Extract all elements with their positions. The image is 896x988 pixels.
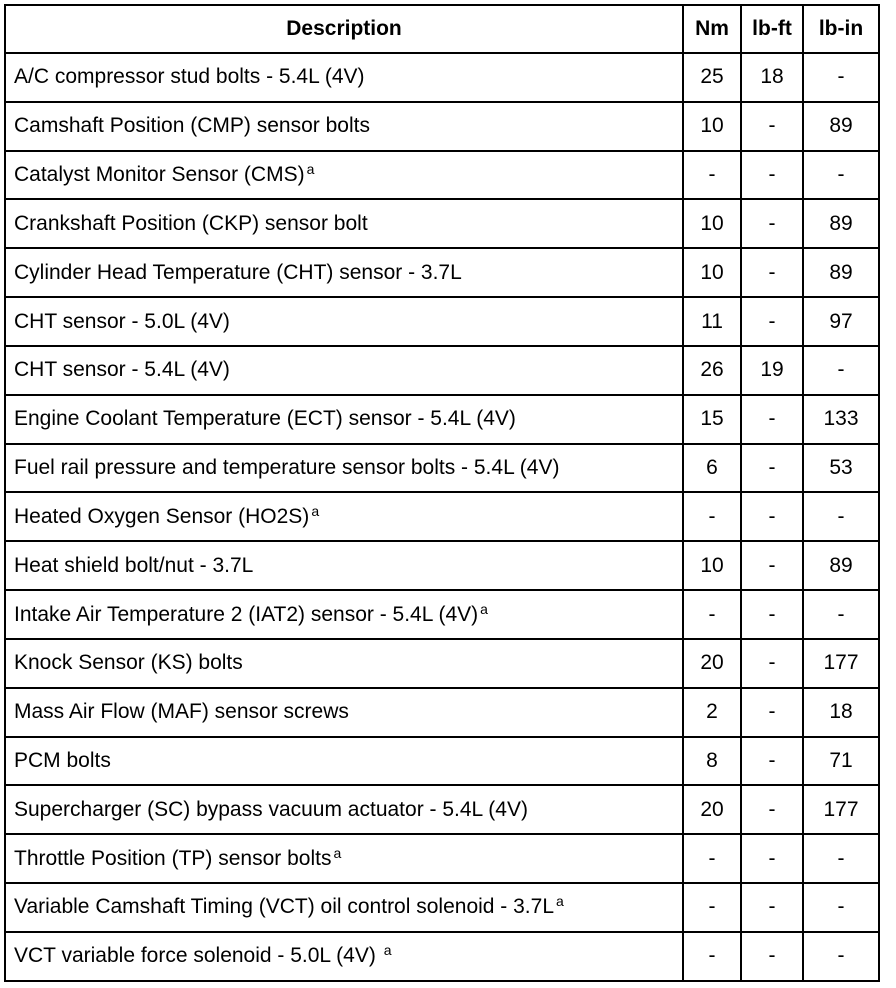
header-description: Description bbox=[5, 5, 683, 53]
row-nm: - bbox=[683, 492, 741, 541]
row-lbin: - bbox=[803, 492, 879, 541]
description-text: Catalyst Monitor Sensor (CMS) bbox=[14, 163, 305, 187]
description-text: Heated Oxygen Sensor (HO2S) bbox=[14, 504, 310, 528]
row-lbft: - bbox=[741, 785, 803, 834]
row-lbft: - bbox=[741, 199, 803, 248]
row-lbin: - bbox=[803, 346, 879, 395]
row-nm: 11 bbox=[683, 297, 741, 346]
row-nm: 25 bbox=[683, 53, 741, 102]
footnote-marker: a bbox=[556, 893, 564, 910]
row-lbin: - bbox=[803, 932, 879, 981]
description-text: Crankshaft Position (CKP) sensor bolt bbox=[14, 211, 368, 235]
torque-spec-table-container bbox=[4, 4, 878, 982]
row-nm: 20 bbox=[683, 639, 741, 688]
row-lbin: 97 bbox=[803, 297, 879, 346]
table-body bbox=[5, 53, 879, 981]
footnote-marker: a bbox=[383, 942, 392, 959]
row-lbin: - bbox=[803, 151, 879, 200]
row-nm: - bbox=[683, 834, 741, 883]
header-nm: Nm bbox=[683, 5, 741, 53]
row-lbft: - bbox=[741, 248, 803, 297]
row-description bbox=[5, 785, 683, 834]
row-lbft: - bbox=[741, 932, 803, 981]
description-text: Variable Camshaft Timing (VCT) oil control solenoid - 3.7L bbox=[14, 895, 555, 919]
description-text: Cylinder Head Temperature (CHT) sensor - 3.7L bbox=[14, 260, 462, 284]
header-row bbox=[5, 5, 879, 53]
row-lbft: - bbox=[741, 737, 803, 786]
footnote-marker: a bbox=[311, 502, 320, 519]
row-lbft: - bbox=[741, 151, 803, 200]
description-text: Intake Air Temperature 2 (IAT2) sensor - 5.4L (4V) bbox=[14, 602, 479, 626]
row-lbin: 89 bbox=[803, 199, 879, 248]
row-lbft: - bbox=[741, 395, 803, 444]
description-text: Supercharger (SC) bypass vacuum actuator - 5.4L (4V) bbox=[14, 797, 528, 821]
row-description bbox=[5, 199, 683, 248]
row-lbft: 18 bbox=[741, 53, 803, 102]
row-lbin: - bbox=[803, 834, 879, 883]
row-description bbox=[5, 297, 683, 346]
row-description bbox=[5, 737, 683, 786]
row-lbin: - bbox=[803, 883, 879, 932]
row-nm: 6 bbox=[683, 444, 741, 493]
row-nm: 20 bbox=[683, 785, 741, 834]
row-description bbox=[5, 151, 683, 200]
row-description bbox=[5, 932, 683, 981]
row-lbft: - bbox=[741, 590, 803, 639]
row-lbft: - bbox=[741, 688, 803, 737]
description-text: Throttle Position (TP) sensor bolts bbox=[14, 846, 332, 870]
table-row bbox=[5, 590, 879, 639]
description-text: A/C compressor stud bolts - 5.4L (4V) bbox=[14, 65, 365, 89]
footnote-marker: a bbox=[306, 161, 315, 178]
table-row bbox=[5, 932, 879, 981]
row-description bbox=[5, 541, 683, 590]
table-row bbox=[5, 346, 879, 395]
row-nm: 2 bbox=[683, 688, 741, 737]
description-text: Mass Air Flow (MAF) sensor screws bbox=[14, 700, 349, 724]
row-lbft: 19 bbox=[741, 346, 803, 395]
table-row bbox=[5, 834, 879, 883]
description-text: PCM bolts bbox=[14, 749, 111, 772]
footnote-marker: a bbox=[480, 600, 488, 617]
row-lbin: 18 bbox=[803, 688, 879, 737]
row-description bbox=[5, 883, 683, 932]
torque-spec-table bbox=[4, 4, 880, 982]
table-row bbox=[5, 737, 879, 786]
row-lbin: 133 bbox=[803, 395, 879, 444]
table-row bbox=[5, 248, 879, 297]
row-lbft: - bbox=[741, 883, 803, 932]
row-lbft: - bbox=[741, 639, 803, 688]
description-text: Heat shield bolt/nut - 3.7L bbox=[14, 553, 254, 577]
table-row bbox=[5, 785, 879, 834]
row-nm: 10 bbox=[683, 248, 741, 297]
table-row bbox=[5, 53, 879, 102]
table-row bbox=[5, 395, 879, 444]
description-text: Fuel rail pressure and temperature sensor bolts - 5.4L (4V) bbox=[14, 456, 560, 480]
row-lbin: 89 bbox=[803, 102, 879, 151]
row-nm: 15 bbox=[683, 395, 741, 444]
row-nm: - bbox=[683, 932, 741, 981]
description-text: CHT sensor - 5.4L (4V) bbox=[14, 358, 230, 382]
description-text: Engine Coolant Temperature (ECT) sensor - 5.4L (4V) bbox=[14, 407, 516, 431]
row-lbft: - bbox=[741, 492, 803, 541]
row-lbin: - bbox=[803, 590, 879, 639]
row-description bbox=[5, 395, 683, 444]
row-lbft: - bbox=[741, 541, 803, 590]
row-lbin: 177 bbox=[803, 785, 879, 834]
row-description bbox=[5, 444, 683, 493]
row-lbin: 89 bbox=[803, 248, 879, 297]
row-description bbox=[5, 346, 683, 395]
row-description bbox=[5, 688, 683, 737]
table-row bbox=[5, 444, 879, 493]
description-text: Knock Sensor (KS) bolts bbox=[14, 651, 243, 675]
row-lbft: - bbox=[741, 297, 803, 346]
description-text: CHT sensor - 5.0L (4V) bbox=[14, 309, 230, 333]
table-row bbox=[5, 151, 879, 200]
row-description bbox=[5, 102, 683, 151]
table-row bbox=[5, 639, 879, 688]
row-description bbox=[5, 53, 683, 102]
description-text: Camshaft Position (CMP) sensor bolts bbox=[14, 114, 370, 138]
row-description bbox=[5, 492, 683, 541]
row-lbin: 89 bbox=[803, 541, 879, 590]
row-lbin: 71 bbox=[803, 737, 879, 786]
table-row bbox=[5, 102, 879, 151]
table-row bbox=[5, 297, 879, 346]
row-nm: 10 bbox=[683, 102, 741, 151]
row-description bbox=[5, 639, 683, 688]
row-lbft: - bbox=[741, 834, 803, 883]
table-row bbox=[5, 688, 879, 737]
table-row bbox=[5, 541, 879, 590]
table-row bbox=[5, 883, 879, 932]
row-lbft: - bbox=[741, 444, 803, 493]
row-nm: 8 bbox=[683, 737, 741, 786]
row-lbin: 177 bbox=[803, 639, 879, 688]
row-nm: - bbox=[683, 590, 741, 639]
description-text: VCT variable force solenoid - 5.0L (4V) bbox=[14, 944, 382, 968]
row-nm: - bbox=[683, 883, 741, 932]
row-nm: 10 bbox=[683, 199, 741, 248]
header-lbin: lb-in bbox=[803, 5, 879, 53]
row-nm: 26 bbox=[683, 346, 741, 395]
row-description bbox=[5, 248, 683, 297]
row-lbin: 53 bbox=[803, 444, 879, 493]
table-row bbox=[5, 199, 879, 248]
row-description bbox=[5, 834, 683, 883]
header-lbft: lb-ft bbox=[741, 5, 803, 53]
row-description bbox=[5, 590, 683, 639]
row-lbft: - bbox=[741, 102, 803, 151]
row-nm: - bbox=[683, 151, 741, 200]
row-lbin: - bbox=[803, 53, 879, 102]
table-row bbox=[5, 492, 879, 541]
footnote-marker: a bbox=[333, 844, 342, 861]
row-nm: 10 bbox=[683, 541, 741, 590]
